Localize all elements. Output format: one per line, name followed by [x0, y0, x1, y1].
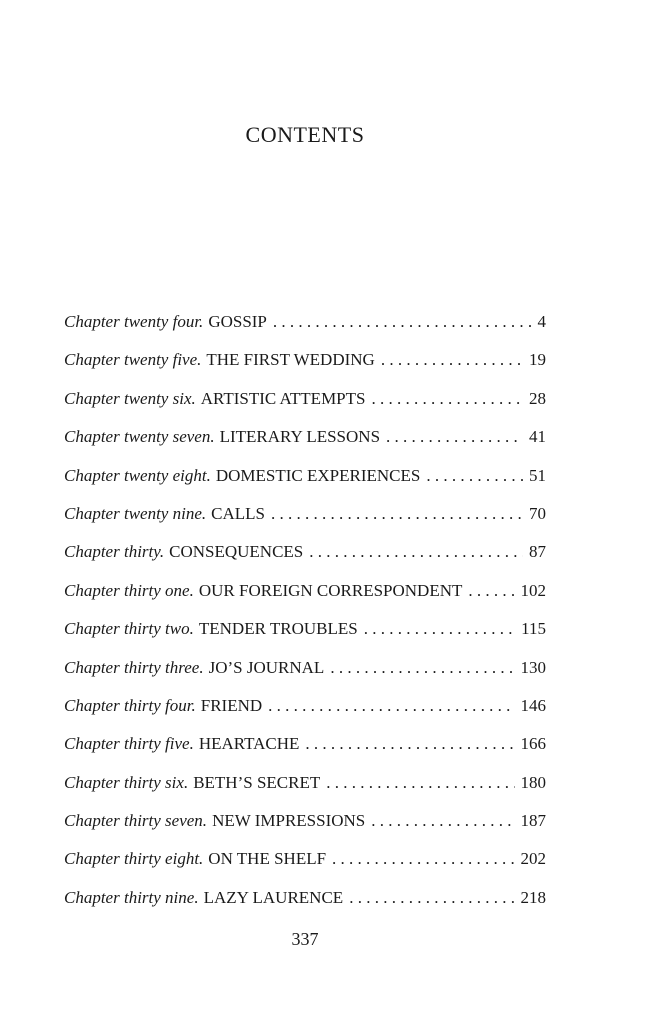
dot-leader — [371, 811, 514, 831]
chapter-number: Chapter twenty eight. — [64, 465, 211, 485]
chapter-number: Chapter twenty four. — [64, 312, 204, 331]
toc-entry[interactable] — [64, 888, 546, 926]
page-number: 218 — [520, 887, 546, 907]
page-number: 202 — [520, 849, 546, 869]
dot-leader — [326, 773, 514, 793]
page-number: 130 — [520, 657, 546, 677]
page-number: 87 — [529, 542, 546, 562]
chapter-title: ARTISTIC ATTEMPTS — [200, 388, 366, 408]
chapter-title: BETH’S SECRET — [193, 772, 321, 792]
chapter-title: DOMESTIC EXPERIENCES — [215, 465, 421, 485]
chapter-number: Chapter twenty nine. — [64, 503, 207, 523]
dot-leader — [426, 466, 523, 486]
chapter-title: LITERARY LESSONS — [219, 427, 381, 447]
dot-leader — [268, 696, 514, 716]
chapter-number: Chapter thirty seven. — [64, 811, 208, 831]
toc-entry[interactable] — [64, 542, 546, 580]
page-number: 102 — [520, 580, 546, 600]
dot-leader — [330, 658, 514, 678]
page-number: 4 — [537, 312, 546, 331]
page-number: 146 — [520, 695, 546, 715]
dot-leader — [332, 849, 514, 869]
page-title: CONTENTS — [245, 122, 365, 147]
chapter-number: Chapter thirty one. — [64, 580, 194, 600]
chapter-number: Chapter thirty nine. — [64, 887, 199, 907]
chapter-title: JO’S JOURNAL — [208, 657, 325, 677]
toc-entry[interactable] — [64, 811, 546, 849]
dot-leader — [468, 581, 514, 601]
dot-leader — [273, 312, 532, 332]
dot-leader — [305, 734, 514, 754]
chapter-number: Chapter thirty three. — [64, 657, 204, 677]
chapter-number: Chapter twenty six. — [64, 388, 196, 408]
chapter-number: Chapter thirty five. — [64, 734, 194, 754]
table-of-contents — [64, 312, 546, 926]
page-number: 115 — [521, 619, 546, 639]
page-number: 187 — [520, 811, 546, 831]
chapter-number: Chapter twenty five. — [64, 350, 202, 370]
page-number: 166 — [520, 734, 546, 754]
chapter-title: TENDER TROUBLES — [198, 619, 358, 639]
toc-entry[interactable] — [64, 466, 546, 504]
chapter-number: Chapter twenty seven. — [64, 427, 215, 447]
toc-entry[interactable] — [64, 849, 546, 887]
chapter-title: LAZY LAURENCE — [203, 887, 344, 907]
chapter-title: GOSSIP — [208, 312, 267, 331]
dot-leader — [364, 619, 515, 639]
chapter-number: Chapter thirty eight. — [64, 849, 204, 869]
page-folio: 337 — [291, 929, 319, 949]
toc-entry[interactable] — [64, 619, 546, 657]
dot-leader — [309, 542, 523, 562]
toc-entry[interactable] — [64, 312, 546, 350]
page-number: 41 — [529, 427, 546, 447]
page-number: 51 — [529, 465, 546, 485]
page-number: 19 — [529, 350, 546, 370]
toc-entry[interactable] — [64, 734, 546, 772]
chapter-title: HEARTACHE — [198, 734, 300, 754]
page-number: 70 — [529, 503, 546, 523]
chapter-number: Chapter thirty. — [64, 542, 165, 562]
chapter-title: CONSEQUENCES — [169, 542, 304, 562]
chapter-title: FRIEND — [200, 695, 263, 715]
toc-entry[interactable] — [64, 658, 546, 696]
dot-leader — [381, 350, 523, 370]
page-number: 28 — [529, 388, 546, 408]
dot-leader — [349, 888, 514, 908]
chapter-number: Chapter thirty four. — [64, 695, 196, 715]
dot-leader — [386, 427, 523, 447]
chapter-number: Chapter thirty six. — [64, 772, 189, 792]
chapter-number: Chapter thirty two. — [64, 619, 194, 639]
dot-leader — [371, 389, 523, 409]
toc-entry[interactable] — [64, 427, 546, 465]
page-number: 180 — [520, 772, 546, 792]
chapter-title: THE FIRST WEDDING — [206, 350, 375, 370]
chapter-title: OUR FOREIGN CORRESPONDENT — [198, 580, 463, 600]
chapter-title: CALLS — [211, 503, 265, 523]
chapter-title: ON THE SHELF — [208, 849, 327, 869]
toc-entry[interactable] — [64, 773, 546, 811]
toc-entry[interactable] — [64, 581, 546, 619]
dot-leader — [271, 504, 523, 524]
toc-entry[interactable] — [64, 389, 546, 427]
toc-entry[interactable] — [64, 696, 546, 734]
chapter-title: NEW IMPRESSIONS — [212, 811, 366, 831]
toc-entry[interactable] — [64, 504, 546, 542]
toc-entry[interactable] — [64, 350, 546, 388]
